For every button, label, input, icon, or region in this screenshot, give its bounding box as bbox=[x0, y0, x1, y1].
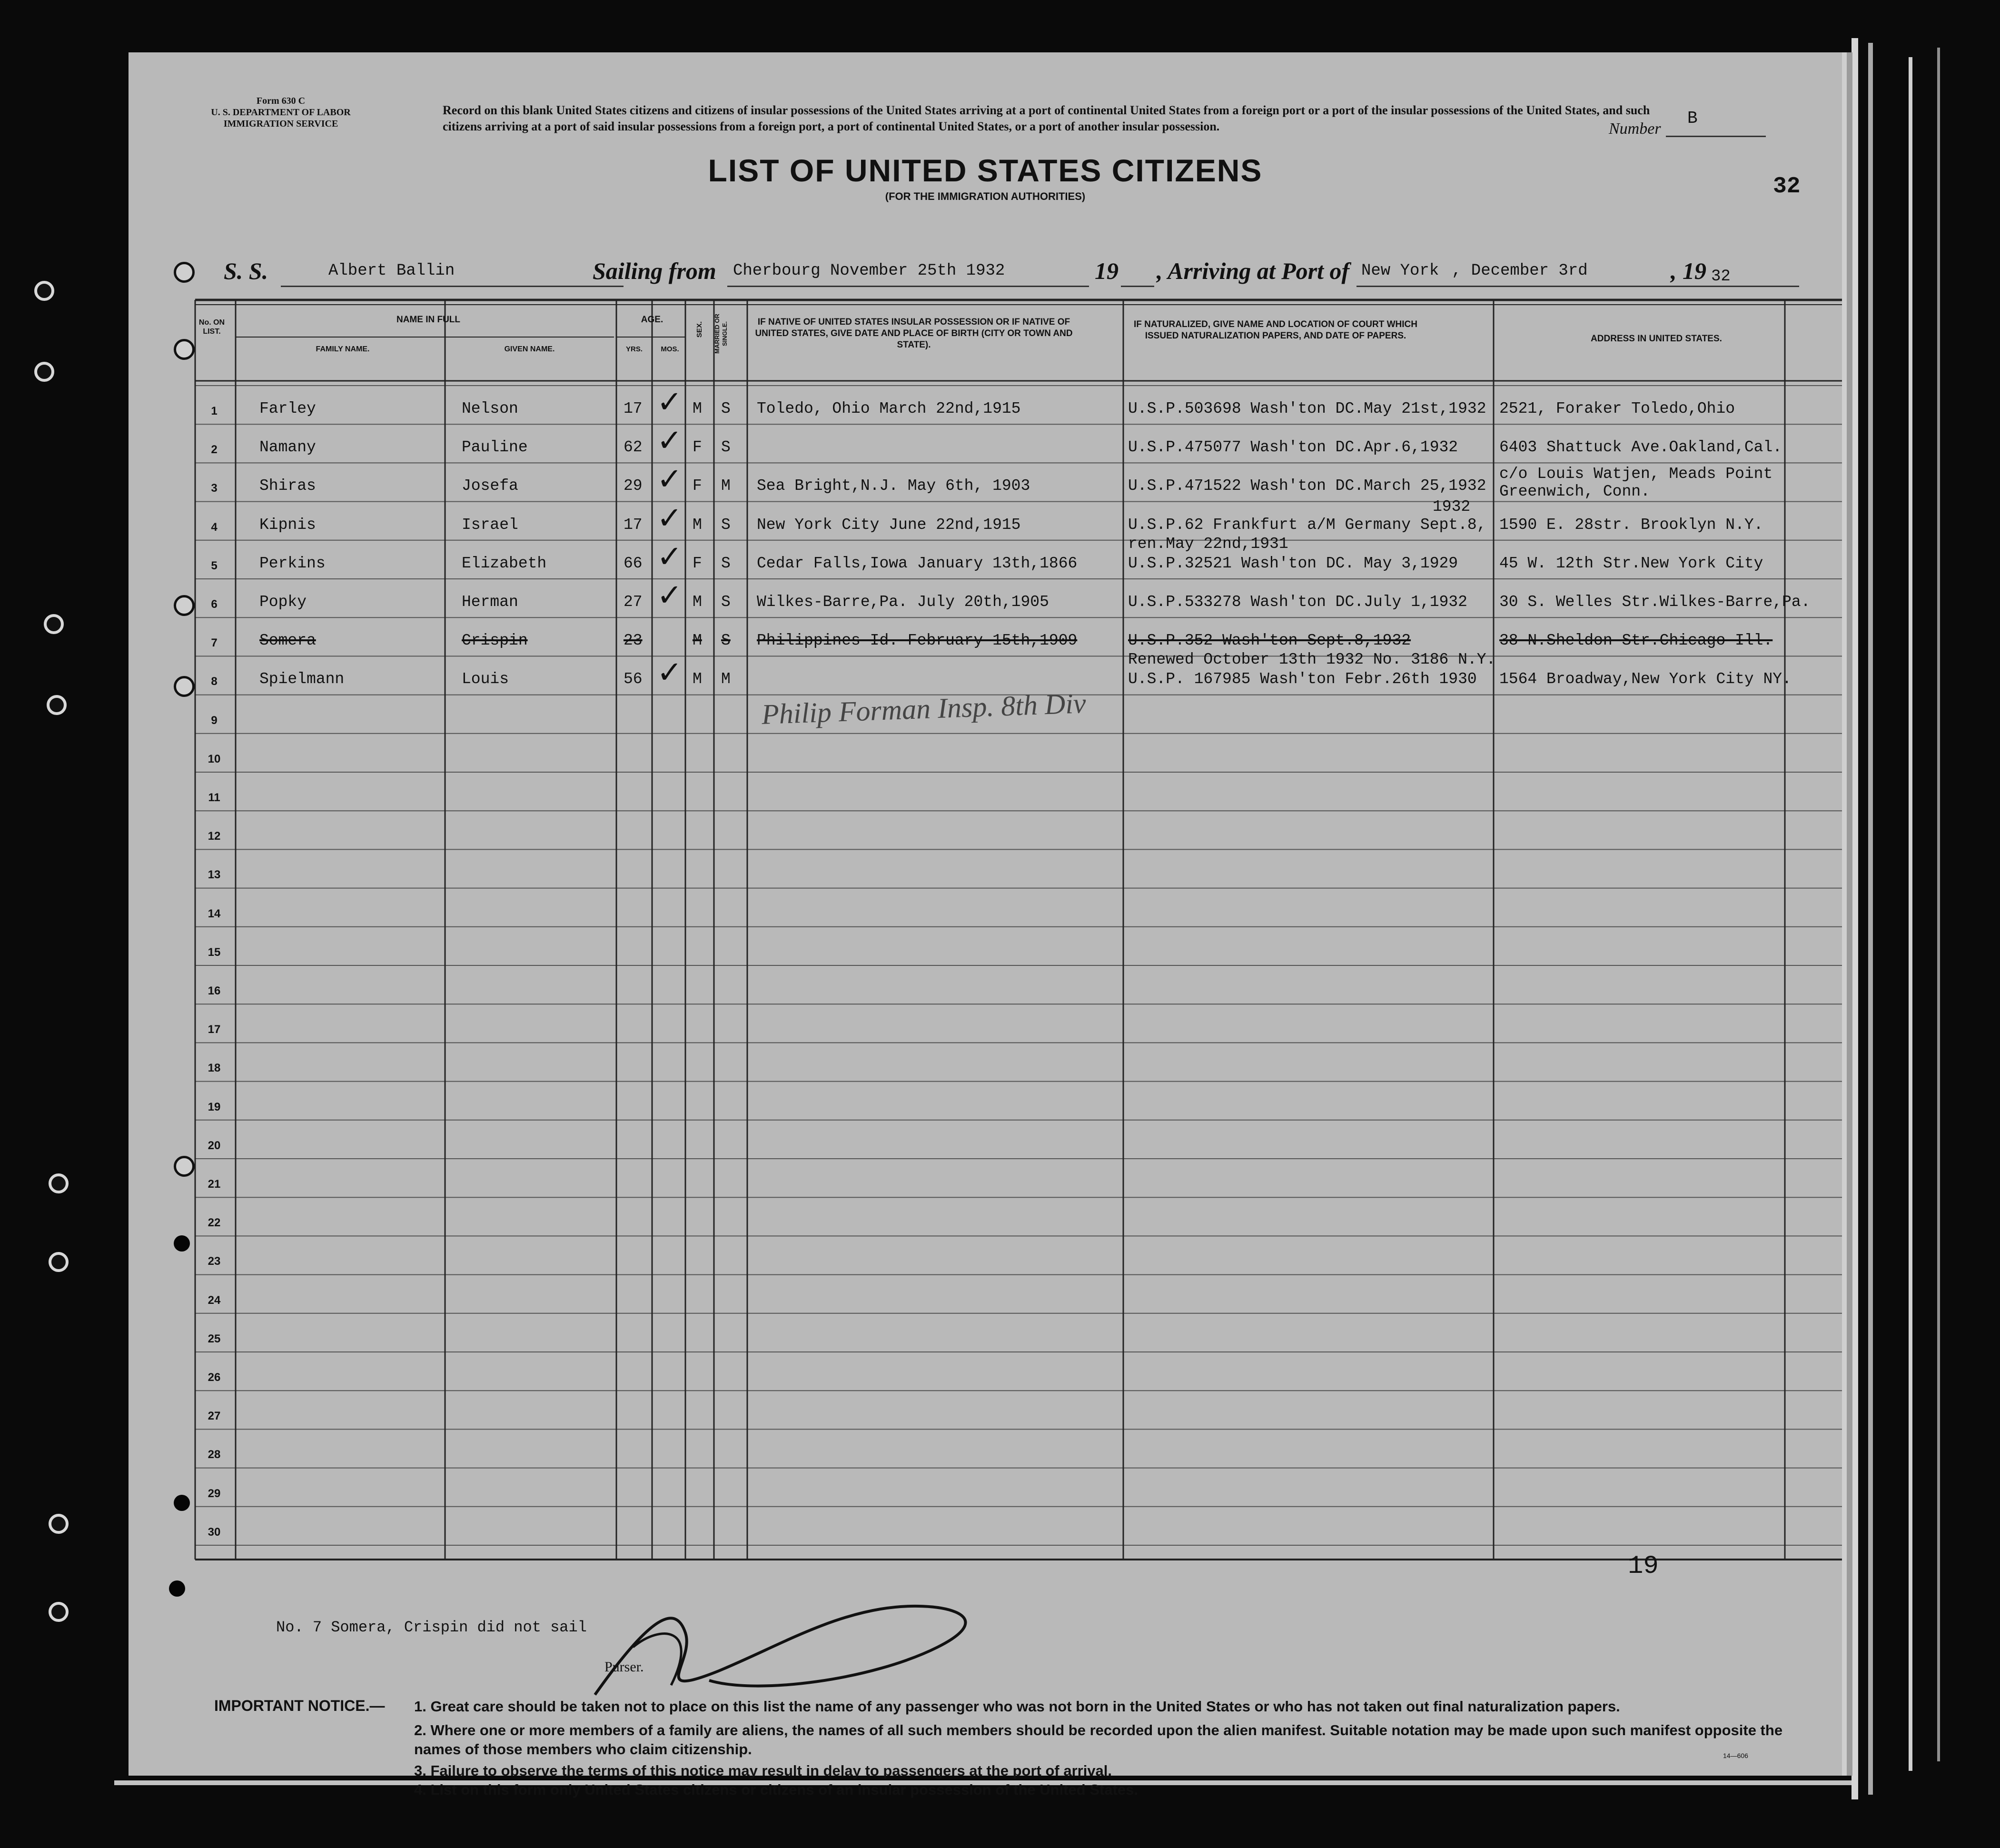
naturalization-papers: U.S.P.471522 Wash'ton DC.March 25,1932 bbox=[1128, 477, 1486, 495]
notice-item-2: 2. Where one or more members of a family are aliens, the names of all such members should be recorded upon the alien manifest. Suitable notation may be made upon such manifest opposite the names of those members who claim citizenship. bbox=[414, 1722, 1783, 1758]
family-name: Farley bbox=[259, 400, 316, 417]
given-name: Pauline bbox=[462, 438, 528, 457]
naturalization-papers: U.S.P. 167985 Wash'ton Febr.26th 1930 bbox=[1128, 670, 1477, 688]
year-prefix-1: 19 bbox=[1095, 258, 1119, 284]
sex: F bbox=[693, 438, 702, 457]
row-number: 22 bbox=[208, 1216, 221, 1230]
sex: F bbox=[693, 477, 702, 495]
page-edge-right-2 bbox=[1868, 43, 1873, 1795]
sailing-label: Sailing from bbox=[593, 258, 716, 284]
age-check-mark: ✓ bbox=[657, 385, 683, 420]
given-name: Josefa bbox=[462, 477, 518, 495]
age-years: 27 bbox=[624, 593, 643, 611]
col-family-name: FAMILY NAME. bbox=[316, 345, 370, 353]
us-address: c/o Louis Watjen, Meads Point bbox=[1499, 465, 1773, 483]
page-edge-right-3 bbox=[1909, 57, 1912, 1771]
arriving-label: , Arriving at Port of bbox=[1157, 258, 1350, 284]
page-edge-right bbox=[1851, 38, 1858, 1799]
row-number: 20 bbox=[208, 1139, 221, 1152]
row-number: 2 bbox=[211, 443, 218, 457]
row-number: 26 bbox=[208, 1371, 221, 1384]
row-number: 17 bbox=[208, 1023, 221, 1036]
row-number: 11 bbox=[208, 791, 220, 804]
marital-status: S bbox=[721, 438, 731, 457]
form-number: Form 630 C bbox=[256, 96, 306, 106]
place-date-of-birth: Cedar Falls,Iowa January 13th,1866 bbox=[757, 554, 1078, 572]
binder-ring bbox=[34, 362, 54, 382]
row-number: 5 bbox=[211, 559, 218, 572]
form-grid bbox=[129, 52, 1842, 1776]
year-underline-1 bbox=[1121, 286, 1154, 287]
marital-status: S bbox=[721, 554, 731, 572]
us-address: 2521, Foraker Toledo,Ohio bbox=[1499, 400, 1735, 417]
col-name-in-full: NAME IN FULL bbox=[396, 315, 461, 325]
naturalization-papers-2: Renewed October 13th 1932 No. 3186 N.Y. bbox=[1128, 651, 1496, 669]
us-address-2: Greenwich, Conn. bbox=[1499, 483, 1650, 501]
sex: M bbox=[693, 400, 702, 417]
notice-item-1: 1. Great care should be taken not to place on this list the name of any passenger who was not born in the United States or who has not taken out final naturalization papers. bbox=[414, 1698, 1620, 1715]
place-date-of-birth: Toledo, Ohio March 22nd,1915 bbox=[757, 400, 1021, 417]
row-number: 6 bbox=[211, 598, 218, 611]
col-married: MARRIED OR SINGLE. bbox=[713, 314, 728, 354]
notice-title: IMPORTANT NOTICE.— bbox=[214, 1697, 385, 1714]
col-no: No. ON LIST. bbox=[198, 318, 225, 336]
place-date-of-birth: Wilkes-Barre,Pa. July 20th,1905 bbox=[757, 593, 1049, 611]
sex: M bbox=[693, 516, 702, 534]
given-name: Elizabeth bbox=[462, 554, 547, 572]
marital-status: M bbox=[721, 670, 731, 688]
naturalization-papers: U.S.P.503698 Wash'ton DC.May 21st,1932 bbox=[1128, 400, 1486, 417]
page-title: LIST OF UNITED STATES CITIZENS bbox=[708, 153, 1263, 188]
naturalization-papers: U.S.P.32521 Wash'ton DC. May 3,1929 bbox=[1128, 554, 1458, 572]
row-number: 21 bbox=[208, 1178, 221, 1191]
notice-item-4: 4. List on this form only United States citizens or citizens of an insular possession of the United States. bbox=[414, 1781, 1138, 1798]
row-number: 1 bbox=[211, 405, 218, 417]
ship-name: Albert Ballin bbox=[328, 262, 455, 280]
marital-status: S bbox=[721, 632, 731, 650]
binder-ring bbox=[47, 695, 67, 715]
age-years: 66 bbox=[624, 554, 643, 572]
binder-ring bbox=[44, 614, 64, 634]
col-age: AGE. bbox=[641, 315, 663, 325]
page-edge-right-4 bbox=[1937, 48, 1940, 1761]
age-check-mark: ✓ bbox=[657, 423, 683, 459]
us-address: 6403 Shattuck Ave.Oakland,Cal. bbox=[1499, 438, 1782, 457]
naturalization-year: 1932 bbox=[1433, 497, 1471, 516]
binder-ring bbox=[34, 281, 54, 301]
age-check-mark: ✓ bbox=[657, 578, 683, 613]
naturalization-papers: U.S.P.62 Frankfurt a/M Germany Sept.8, bbox=[1128, 516, 1486, 534]
us-address: 38 N.Sheldon Str.Chicago Ill. bbox=[1499, 632, 1773, 650]
col-sex: SEX. bbox=[695, 321, 703, 338]
print-code: 14—606 bbox=[1723, 1752, 1748, 1759]
age-years: 17 bbox=[624, 516, 643, 534]
punch-hole bbox=[174, 1235, 190, 1252]
sex: F bbox=[693, 554, 702, 572]
binder-ring bbox=[49, 1173, 69, 1193]
row-number: 29 bbox=[208, 1487, 221, 1500]
row-number: 3 bbox=[211, 482, 218, 495]
punch-hole bbox=[169, 1580, 185, 1597]
row-number: 25 bbox=[208, 1332, 221, 1345]
place-date-of-birth: New York City June 22nd,1915 bbox=[757, 516, 1021, 534]
notice-item-3: 3. Failure to observe the terms of this notice may result in delay to passengers at the port of arrival. bbox=[414, 1762, 1112, 1779]
place-date-of-birth: Sea Bright,N.J. May 6th, 1903 bbox=[757, 477, 1030, 495]
col-naturalized: IF NATURALIZED, GIVE NAME AND LOCATION OF COURT WHICH ISSUED NATURALIZATION PAPERS, AND DATE OF PAPERS. bbox=[1134, 319, 1417, 341]
age-years: 56 bbox=[624, 670, 643, 688]
age-years: 29 bbox=[624, 477, 643, 495]
family-name: Shiras bbox=[259, 477, 316, 495]
sailing-underline bbox=[727, 286, 1089, 287]
row-number: 23 bbox=[208, 1255, 221, 1268]
age-check-mark: ✓ bbox=[657, 539, 683, 575]
arrival-date: , December 3rd bbox=[1452, 262, 1588, 280]
row-number: 10 bbox=[208, 752, 221, 765]
col-yrs: YRS. bbox=[625, 345, 643, 353]
us-address: 45 W. 12th Str.New York City bbox=[1499, 554, 1763, 572]
service: IMMIGRATION SERVICE bbox=[223, 119, 338, 129]
port-underline bbox=[1356, 286, 1799, 287]
age-years: 23 bbox=[624, 632, 643, 650]
row-number: 30 bbox=[208, 1525, 221, 1539]
row-number: 27 bbox=[208, 1410, 221, 1423]
purser-label: Purser. bbox=[604, 1659, 644, 1675]
row-number: 15 bbox=[208, 945, 221, 959]
given-name: Crispin bbox=[462, 632, 528, 650]
family-name: Kipnis bbox=[259, 516, 316, 534]
row-number: 28 bbox=[208, 1448, 221, 1461]
given-name: Herman bbox=[462, 593, 518, 611]
col-mos: MOS. bbox=[661, 345, 679, 353]
number-value: B bbox=[1687, 109, 1698, 128]
place-date-of-birth: Philippines Id. February 15th,1909 bbox=[757, 632, 1078, 650]
punch-hole bbox=[174, 595, 195, 616]
sex: M bbox=[693, 670, 702, 688]
ss-label: S. S. bbox=[224, 258, 268, 284]
row-number: 12 bbox=[208, 830, 221, 843]
pencil-mark: 19 bbox=[1628, 1552, 1659, 1581]
row-number: 4 bbox=[211, 520, 218, 534]
col-given-name: GIVEN NAME. bbox=[504, 345, 555, 353]
year-prefix-2: , 19 bbox=[1671, 258, 1706, 284]
family-name: Spielmann bbox=[259, 670, 345, 688]
row-number: 16 bbox=[208, 984, 221, 997]
naturalization-papers: U.S.P.533278 Wash'ton DC.July 1,1932 bbox=[1128, 593, 1467, 611]
form-identifier bbox=[200, 95, 362, 129]
family-name: Somera bbox=[259, 632, 316, 650]
ship-underline bbox=[281, 286, 624, 287]
us-address: 1590 E. 28str. Brooklyn N.Y. bbox=[1499, 516, 1763, 534]
binder-ring bbox=[49, 1252, 69, 1272]
footer-note: No. 7 Somera, Crispin did not sail bbox=[276, 1619, 587, 1636]
age-check-mark: ✓ bbox=[657, 462, 683, 497]
us-address: 30 S. Welles Str.Wilkes-Barre,Pa. bbox=[1499, 593, 1811, 611]
number-underline bbox=[1666, 136, 1766, 137]
row-number: 13 bbox=[208, 868, 221, 882]
sailing-from: Cherbourg November 25th 1932 bbox=[733, 262, 1005, 280]
age-years: 17 bbox=[624, 400, 643, 417]
col-address: ADDRESS IN UNITED STATES. bbox=[1591, 334, 1722, 344]
form-instructions: Record on this blank United States citizens and citizens of insular possessions of the United States arriving at a port of continental United States from a foreign port or a port of the insular possessions of the United States, and such citizens arriving at a port of said insular possessions from a foreign port, a port of continental United States, or a port of another insular possession. bbox=[443, 103, 1650, 133]
given-name: Israel bbox=[462, 516, 518, 534]
page-subtitle: (FOR THE IMMIGRATION AUTHORITIES) bbox=[885, 190, 1086, 202]
punch-hole bbox=[174, 1495, 190, 1511]
family-name: Perkins bbox=[259, 554, 326, 572]
marital-status: S bbox=[721, 593, 731, 611]
naturalization-papers-2: ren.May 22nd,1931 bbox=[1128, 535, 1288, 553]
family-name: Popky bbox=[259, 593, 307, 611]
manifest-page bbox=[129, 52, 1842, 1798]
naturalization-papers: U.S.P.352 Wash'ton Sept.8,1932 bbox=[1128, 632, 1411, 650]
inspector-signature: Philip Forman Insp. 8th Div bbox=[761, 687, 1087, 730]
given-name: Nelson bbox=[462, 400, 518, 417]
number-label: Number bbox=[1609, 120, 1661, 138]
given-name: Louis bbox=[462, 670, 509, 688]
year-suffix: 32 bbox=[1711, 268, 1731, 286]
row-number: 8 bbox=[211, 675, 218, 688]
sex: M bbox=[693, 593, 702, 611]
arrival-port: New York bbox=[1361, 262, 1439, 280]
marital-status: S bbox=[721, 400, 731, 417]
row-number: 24 bbox=[208, 1293, 221, 1307]
row-number: 9 bbox=[211, 714, 218, 727]
family-name: Namany bbox=[259, 438, 316, 457]
punch-hole bbox=[174, 339, 195, 360]
binder-ring bbox=[49, 1514, 69, 1534]
age-check-mark: ✓ bbox=[657, 500, 683, 536]
marital-status: M bbox=[721, 477, 731, 495]
page-number: 32 bbox=[1773, 174, 1801, 199]
us-address: 1564 Broadway,New York City NY. bbox=[1499, 670, 1792, 688]
naturalization-papers: U.S.P.475077 Wash'ton DC.Apr.6,1932 bbox=[1128, 438, 1458, 457]
row-number: 14 bbox=[208, 907, 221, 920]
punch-hole bbox=[174, 676, 195, 697]
age-check-mark: ✓ bbox=[657, 655, 683, 691]
marital-status: S bbox=[721, 516, 731, 534]
punch-hole bbox=[174, 262, 195, 283]
row-number: 18 bbox=[208, 1062, 221, 1075]
punch-hole bbox=[174, 1156, 195, 1177]
row-number: 19 bbox=[208, 1100, 221, 1113]
row-number: 7 bbox=[211, 636, 218, 650]
sex: M bbox=[693, 632, 702, 650]
department: U. S. DEPARTMENT OF LABOR bbox=[211, 107, 351, 118]
binder-ring bbox=[49, 1602, 69, 1622]
col-native: IF NATIVE OF UNITED STATES INSULAR POSSESSION OR IF NATIVE OF UNITED STATES, GIVE DATE AND PLACE OF BIRTH (CITY OR TOWN AND STATE). bbox=[755, 317, 1073, 350]
age-years: 62 bbox=[624, 438, 643, 457]
